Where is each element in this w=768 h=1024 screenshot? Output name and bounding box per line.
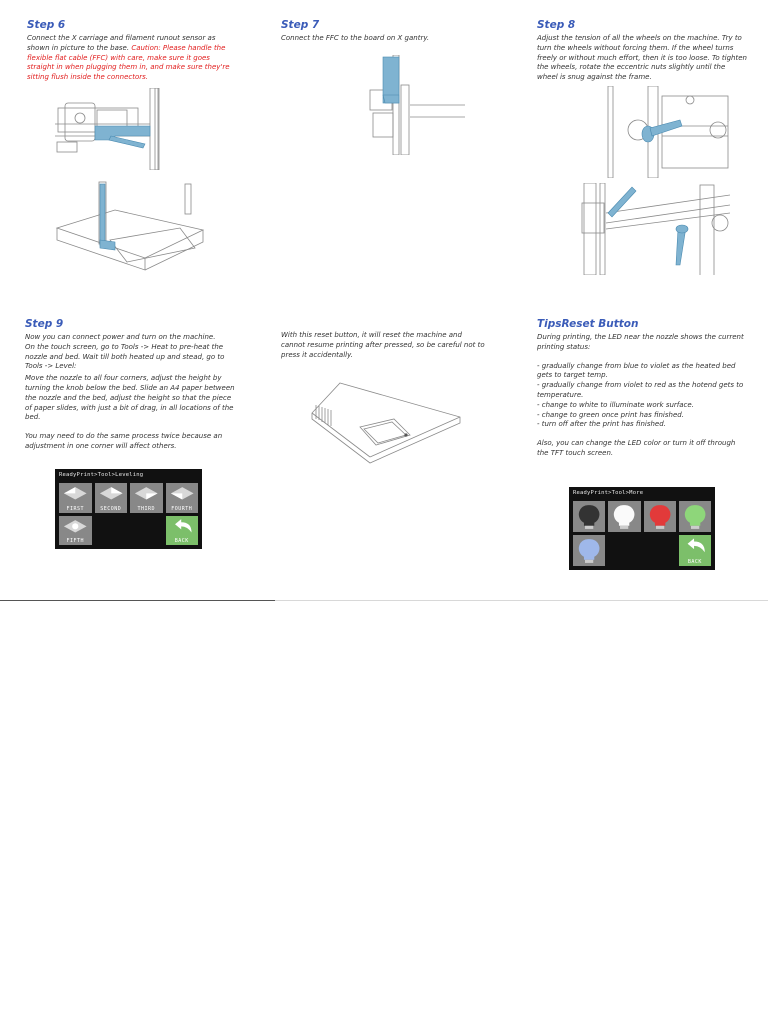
page-fold-line-faint <box>275 600 768 601</box>
led-blue-button[interactable] <box>573 535 605 566</box>
level-third-label: THIRD <box>137 505 156 512</box>
level-second-button[interactable] <box>95 483 128 513</box>
level-fourth-button[interactable] <box>166 483 199 513</box>
wheel-tension-figure-1 <box>590 86 730 178</box>
bulb-white-icon <box>608 501 640 532</box>
tips-section <box>537 318 747 459</box>
back-arrow-icon <box>166 516 199 537</box>
led-more-screen <box>569 487 715 570</box>
x-carriage-figure <box>55 88 215 170</box>
reset-section <box>281 331 486 360</box>
step-6-caution: Caution: Please handle the flexible flat cable (FFC) with care, make sure it goes straight in when plugging them in, and make sure they're sitting flush inside the connectors. <box>27 43 230 82</box>
step-7 <box>281 19 481 44</box>
level-first-button[interactable] <box>59 483 92 513</box>
led-back-button[interactable] <box>679 535 711 566</box>
level-fifth-button[interactable] <box>59 516 92 546</box>
level-third-button[interactable] <box>130 483 163 513</box>
led-green-button[interactable] <box>679 501 711 532</box>
led-white-button[interactable] <box>608 501 640 532</box>
step-9 <box>25 318 235 452</box>
level-fifth-label: FIFTH <box>66 538 85 544</box>
step-8-text: Adjust the tension of all the wheels on the machine. Try to turn the wheels without forcing them. If the wheel turns freely or without much effort, then it is too loose. To tighten the wheels, rotate the eccentric nuts slightly until the wheel is snug against the frame. <box>537 34 747 82</box>
page-fold-line <box>0 600 275 601</box>
level-first-label: FIRST <box>66 505 85 512</box>
step-6-text: Connect the X carriage and filament runout sensor as shown in picture to the base. <box>27 34 216 52</box>
level-second-label: SECOND <box>100 505 122 512</box>
tips-text-1: During printing, the LED near the nozzle shows the current printing status: <box>537 333 744 351</box>
corner-icon <box>59 483 92 504</box>
step-9-text-1: Now you can connect power and turn on the machine. On the touch screen, go to Tools -> Heat to pre-heat the nozzle and bed. Wait till both heated up and stead, go to Tools -> Level: <box>25 333 225 371</box>
step-9-text-3: You may need to do the same process twice because an adjustment in one corner will affect others. <box>25 432 223 450</box>
reset-button-figure <box>310 375 465 465</box>
tips-text-2: - gradually change from blue to violet as the heated bed gets to target temp. - gradually change from violet to red as the hotend gets to temperature. - change to white to illuminate work surface. - change to green once print has finished. - turn off after the print has finished. <box>537 361 744 429</box>
step-7-title: Step 7 <box>281 19 320 31</box>
wheel-tension-figure-2 <box>580 183 730 275</box>
leveling-screen-header: ReadyPrint>Tool>Leveling <box>59 472 144 478</box>
center-icon <box>59 516 92 537</box>
bulb-green-icon <box>679 501 711 532</box>
tips-title: TipsReset Button <box>537 318 639 330</box>
led-red-button[interactable] <box>644 501 676 532</box>
led-back-label: BACK <box>687 559 702 565</box>
corner-icon <box>130 483 163 504</box>
step-6 <box>27 19 235 83</box>
step-7-text: Connect the FFC to the board on X gantry. <box>281 34 430 42</box>
led-more-screen-header: ReadyPrint>Tool>More <box>573 490 644 496</box>
level-back-button[interactable] <box>166 516 199 546</box>
step-8 <box>537 19 747 83</box>
bulb-blue-icon <box>573 535 605 566</box>
reset-text: With this reset button, it will reset the machine and cannot resume printing after pressed, so be careful not to press it accidentally. <box>281 331 485 359</box>
step-8-title: Step 8 <box>537 19 576 31</box>
tips-text-3: Also, you can change the LED color or turn it off through the TFT touch screen. <box>537 439 736 457</box>
step-9-title: Step 9 <box>25 318 64 330</box>
level-fourth-label: FOURTH <box>171 505 193 512</box>
level-back-label: BACK <box>174 538 189 544</box>
step-9-text-2: Move the nozzle to all four corners, adjust the height by turning the knob below the bed. Slide an A4 paper between the nozzle and the bed, adjust the height so that the piece of paper slides, with just a bit of drag, in all locations of the bed. <box>25 374 235 422</box>
back-arrow-icon <box>679 535 711 557</box>
bulb-off-icon <box>573 501 605 532</box>
step-6-title: Step 6 <box>27 19 66 31</box>
corner-icon <box>95 483 128 504</box>
led-off-button[interactable] <box>573 501 605 532</box>
bulb-red-icon <box>644 501 676 532</box>
corner-icon <box>166 483 199 504</box>
gantry-figure <box>365 55 465 155</box>
base-figure <box>55 180 205 275</box>
leveling-screen <box>55 469 202 549</box>
